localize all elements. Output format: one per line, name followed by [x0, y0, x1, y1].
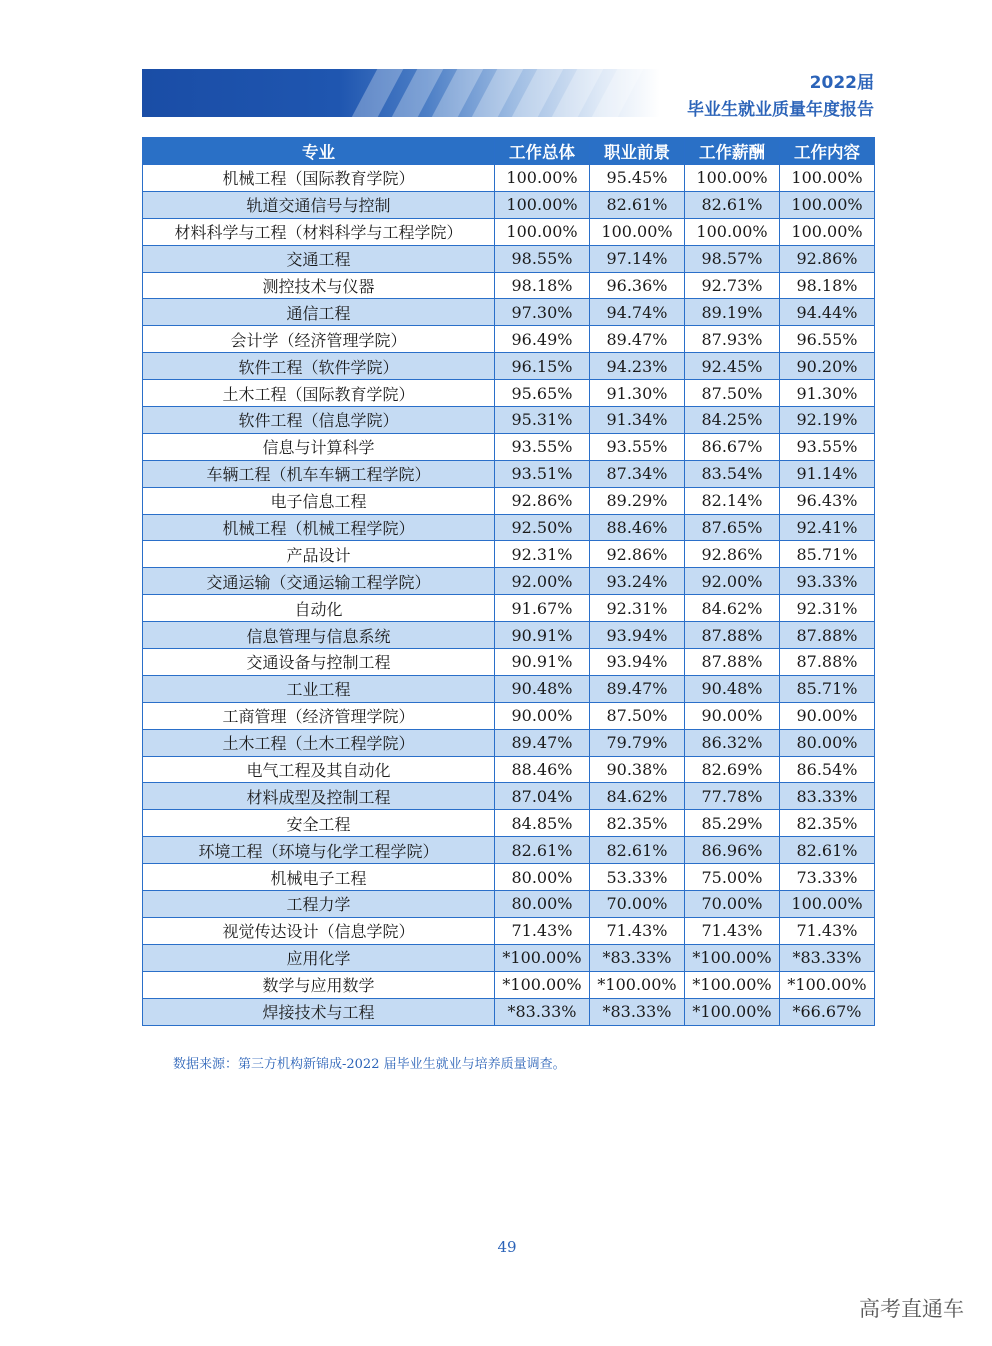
percent-cell: 87.88%: [685, 649, 780, 676]
percent-cell: 100.00%: [780, 191, 875, 218]
page-number: 49: [497, 1238, 517, 1256]
percent-cell: 71.43%: [495, 917, 590, 944]
percent-cell: 100.00%: [495, 165, 590, 192]
percent-cell: 98.55%: [495, 245, 590, 272]
major-cell: 软件工程（信息学院）: [143, 407, 495, 434]
percent-cell: 90.48%: [495, 675, 590, 702]
percent-cell: 87.93%: [685, 326, 780, 353]
percent-cell: *100.00%: [495, 944, 590, 971]
table-row: [143, 622, 875, 649]
percent-cell: 92.45%: [685, 353, 780, 380]
percent-cell: 92.86%: [590, 541, 685, 568]
percent-cell: 90.00%: [780, 702, 875, 729]
table-row: [143, 971, 875, 998]
report-title: 毕业生就业质量年度报告: [687, 100, 874, 120]
percent-cell: 92.31%: [590, 595, 685, 622]
percent-cell: *100.00%: [590, 971, 685, 998]
major-cell: 通信工程: [143, 299, 495, 326]
percent-cell: 88.46%: [590, 514, 685, 541]
major-cell: 机械工程（国际教育学院）: [143, 165, 495, 192]
percent-cell: 90.20%: [780, 353, 875, 380]
table-row: [143, 891, 875, 918]
percent-cell: 53.33%: [590, 864, 685, 891]
percent-cell: 83.33%: [780, 783, 875, 810]
percent-cell: 95.65%: [495, 380, 590, 407]
percent-cell: 100.00%: [495, 191, 590, 218]
percent-cell: 90.91%: [495, 649, 590, 676]
percent-cell: 70.00%: [590, 891, 685, 918]
major-cell: 信息管理与信息系统: [143, 622, 495, 649]
table-row: [143, 218, 875, 245]
major-cell: 测控技术与仪器: [143, 272, 495, 299]
percent-cell: 85.71%: [780, 675, 875, 702]
percent-cell: 93.55%: [780, 433, 875, 460]
percent-cell: 92.86%: [685, 541, 780, 568]
table-row: [143, 191, 875, 218]
percent-cell: 90.48%: [685, 675, 780, 702]
table-row: [143, 460, 875, 487]
percent-cell: 98.18%: [495, 272, 590, 299]
percent-cell: *100.00%: [685, 998, 780, 1025]
table-row: [143, 837, 875, 864]
major-cell: 轨道交通信号与控制: [143, 191, 495, 218]
percent-cell: 71.43%: [780, 917, 875, 944]
percent-cell: 91.14%: [780, 460, 875, 487]
percent-cell: 82.61%: [685, 191, 780, 218]
major-cell: 焊接技术与工程: [143, 998, 495, 1025]
percent-cell: 95.31%: [495, 407, 590, 434]
major-cell: 车辆工程（机车车辆工程学院）: [143, 460, 495, 487]
percent-cell: 73.33%: [780, 864, 875, 891]
major-cell: 产品设计: [143, 541, 495, 568]
table-row: [143, 514, 875, 541]
table-row: [143, 756, 875, 783]
percent-cell: 100.00%: [780, 165, 875, 192]
percent-cell: 89.47%: [495, 729, 590, 756]
percent-cell: 71.43%: [590, 917, 685, 944]
column-header: 工作内容: [780, 138, 875, 165]
percent-cell: 87.88%: [780, 649, 875, 676]
percent-cell: 84.25%: [685, 407, 780, 434]
percent-cell: 100.00%: [590, 218, 685, 245]
table-row: [143, 165, 875, 192]
percent-cell: 87.04%: [495, 783, 590, 810]
percent-cell: *100.00%: [685, 944, 780, 971]
percent-cell: 89.47%: [590, 326, 685, 353]
satisfaction-table: [142, 137, 875, 1026]
percent-cell: 96.15%: [495, 353, 590, 380]
percent-cell: 82.61%: [495, 837, 590, 864]
percent-cell: 100.00%: [495, 218, 590, 245]
percent-cell: 82.69%: [685, 756, 780, 783]
percent-cell: 96.49%: [495, 326, 590, 353]
major-cell: 工业工程: [143, 675, 495, 702]
major-cell: 应用化学: [143, 944, 495, 971]
percent-cell: 82.61%: [590, 191, 685, 218]
table-row: [143, 299, 875, 326]
percent-cell: 87.50%: [590, 702, 685, 729]
percent-cell: 91.30%: [590, 380, 685, 407]
percent-cell: 77.78%: [685, 783, 780, 810]
table-row: [143, 487, 875, 514]
watermark: 高考直通车: [859, 1297, 964, 1321]
percent-cell: 87.88%: [780, 622, 875, 649]
percent-cell: 87.88%: [685, 622, 780, 649]
percent-cell: 89.47%: [590, 675, 685, 702]
percent-cell: 83.54%: [685, 460, 780, 487]
percent-cell: 91.67%: [495, 595, 590, 622]
percent-cell: 85.29%: [685, 810, 780, 837]
percent-cell: 93.55%: [495, 433, 590, 460]
percent-cell: 92.86%: [495, 487, 590, 514]
percent-cell: 93.51%: [495, 460, 590, 487]
table-row: [143, 729, 875, 756]
percent-cell: 86.96%: [685, 837, 780, 864]
major-cell: 交通工程: [143, 245, 495, 272]
percent-cell: *83.33%: [590, 998, 685, 1025]
percent-cell: 90.38%: [590, 756, 685, 783]
major-cell: 电气工程及其自动化: [143, 756, 495, 783]
percent-cell: 93.33%: [780, 568, 875, 595]
major-cell: 信息与计算科学: [143, 433, 495, 460]
percent-cell: 92.41%: [780, 514, 875, 541]
table-row: [143, 568, 875, 595]
percent-cell: 85.71%: [780, 541, 875, 568]
percent-cell: 82.61%: [780, 837, 875, 864]
table-header-row: [143, 138, 875, 165]
percent-cell: 92.31%: [495, 541, 590, 568]
percent-cell: 70.00%: [685, 891, 780, 918]
table-row: [143, 245, 875, 272]
percent-cell: 92.86%: [780, 245, 875, 272]
table-row: [143, 433, 875, 460]
column-header: 工作薪酬: [685, 138, 780, 165]
table-row: [143, 649, 875, 676]
percent-cell: *100.00%: [495, 971, 590, 998]
table-row: [143, 783, 875, 810]
major-cell: 会计学（经济管理学院）: [143, 326, 495, 353]
percent-cell: 93.24%: [590, 568, 685, 595]
major-cell: 软件工程（软件学院）: [143, 353, 495, 380]
percent-cell: *83.33%: [590, 944, 685, 971]
table-row: [143, 864, 875, 891]
table-row: [143, 675, 875, 702]
percent-cell: 94.23%: [590, 353, 685, 380]
percent-cell: 79.79%: [590, 729, 685, 756]
table-row: [143, 541, 875, 568]
major-cell: 工程力学: [143, 891, 495, 918]
percent-cell: 100.00%: [685, 165, 780, 192]
percent-cell: 100.00%: [685, 218, 780, 245]
major-cell: 土木工程（国际教育学院）: [143, 380, 495, 407]
percent-cell: 80.00%: [495, 864, 590, 891]
percent-cell: 92.19%: [780, 407, 875, 434]
major-cell: 机械工程（机械工程学院）: [143, 514, 495, 541]
percent-cell: 94.74%: [590, 299, 685, 326]
percent-cell: 91.34%: [590, 407, 685, 434]
percent-cell: 87.50%: [685, 380, 780, 407]
major-cell: 材料成型及控制工程: [143, 783, 495, 810]
percent-cell: 93.55%: [590, 433, 685, 460]
percent-cell: 92.50%: [495, 514, 590, 541]
percent-cell: 88.46%: [495, 756, 590, 783]
percent-cell: *66.67%: [780, 998, 875, 1025]
percent-cell: 100.00%: [780, 891, 875, 918]
percent-cell: 82.61%: [590, 837, 685, 864]
percent-cell: 84.62%: [590, 783, 685, 810]
percent-cell: 96.55%: [780, 326, 875, 353]
table-row: [143, 702, 875, 729]
major-cell: 交通运输（交通运输工程学院）: [143, 568, 495, 595]
percent-cell: *83.33%: [780, 944, 875, 971]
table-row: [143, 407, 875, 434]
percent-cell: 90.91%: [495, 622, 590, 649]
percent-cell: 98.18%: [780, 272, 875, 299]
table-row: [143, 595, 875, 622]
table-body: [143, 165, 875, 1026]
percent-cell: 86.32%: [685, 729, 780, 756]
percent-cell: 96.43%: [780, 487, 875, 514]
percent-cell: 82.35%: [780, 810, 875, 837]
percent-cell: 89.29%: [590, 487, 685, 514]
table-row: [143, 380, 875, 407]
major-cell: 机械电子工程: [143, 864, 495, 891]
major-cell: 交通设备与控制工程: [143, 649, 495, 676]
percent-cell: 71.43%: [685, 917, 780, 944]
major-cell: 土木工程（土木工程学院）: [143, 729, 495, 756]
source-note: 数据来源：第三方机构新锦成-2022 届毕业生就业与培养质量调查。: [173, 1057, 566, 1072]
percent-cell: 89.19%: [685, 299, 780, 326]
percent-cell: 80.00%: [780, 729, 875, 756]
major-cell: 视觉传达设计（信息学院）: [143, 917, 495, 944]
percent-cell: 82.35%: [590, 810, 685, 837]
major-cell: 安全工程: [143, 810, 495, 837]
percent-cell: 80.00%: [495, 891, 590, 918]
percent-cell: 90.00%: [495, 702, 590, 729]
percent-cell: 86.67%: [685, 433, 780, 460]
percent-cell: 91.30%: [780, 380, 875, 407]
header-banner: [142, 69, 660, 117]
percent-cell: 100.00%: [780, 218, 875, 245]
percent-cell: 84.62%: [685, 595, 780, 622]
table-row: [143, 353, 875, 380]
percent-cell: 94.44%: [780, 299, 875, 326]
percent-cell: 87.65%: [685, 514, 780, 541]
major-cell: 数学与应用数学: [143, 971, 495, 998]
column-header: 专业: [143, 138, 495, 165]
major-cell: 电子信息工程: [143, 487, 495, 514]
percent-cell: *83.33%: [495, 998, 590, 1025]
percent-cell: 92.00%: [495, 568, 590, 595]
column-header: 职业前景: [590, 138, 685, 165]
report-year: 2022届: [809, 73, 874, 93]
table-row: [143, 917, 875, 944]
percent-cell: 86.54%: [780, 756, 875, 783]
major-cell: 环境工程（环境与化学工程学院）: [143, 837, 495, 864]
percent-cell: 96.36%: [590, 272, 685, 299]
percent-cell: 95.45%: [590, 165, 685, 192]
percent-cell: 75.00%: [685, 864, 780, 891]
percent-cell: 98.57%: [685, 245, 780, 272]
percent-cell: 97.30%: [495, 299, 590, 326]
table-row: [143, 326, 875, 353]
percent-cell: *100.00%: [780, 971, 875, 998]
percent-cell: 92.73%: [685, 272, 780, 299]
percent-cell: 90.00%: [685, 702, 780, 729]
percent-cell: 82.14%: [685, 487, 780, 514]
percent-cell: 93.94%: [590, 649, 685, 676]
table-row: [143, 998, 875, 1025]
percent-cell: 84.85%: [495, 810, 590, 837]
table-row: [143, 272, 875, 299]
percent-cell: 87.34%: [590, 460, 685, 487]
major-cell: 自动化: [143, 595, 495, 622]
percent-cell: 92.00%: [685, 568, 780, 595]
percent-cell: *100.00%: [685, 971, 780, 998]
percent-cell: 92.31%: [780, 595, 875, 622]
table-row: [143, 944, 875, 971]
percent-cell: 93.94%: [590, 622, 685, 649]
column-header: 工作总体: [495, 138, 590, 165]
major-cell: 工商管理（经济管理学院）: [143, 702, 495, 729]
major-cell: 材料科学与工程（材料科学与工程学院）: [143, 218, 495, 245]
table-row: [143, 810, 875, 837]
percent-cell: 97.14%: [590, 245, 685, 272]
